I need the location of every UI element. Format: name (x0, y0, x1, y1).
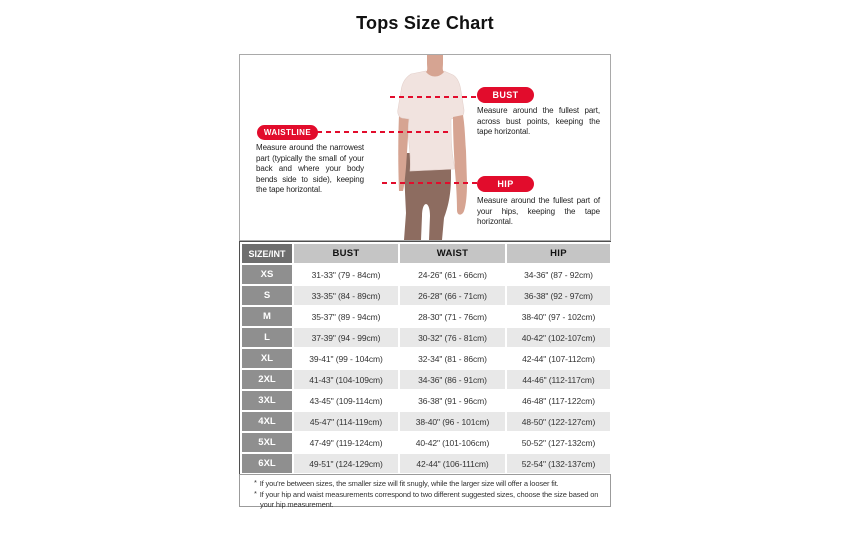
table-row (241, 327, 611, 348)
footnote (254, 478, 602, 489)
waistline-label-pill: WAISTLINE (257, 125, 318, 140)
bust-cell: 45-47" (114-119cm) (293, 411, 399, 432)
table-row (241, 264, 611, 285)
bust-cell: 39-41" (99 - 104cm) (293, 348, 399, 369)
hip-description: Measure around the fullest part of your hips, keeping the tape horizontal. (477, 196, 600, 226)
footnotes-box (239, 474, 611, 507)
bust-column-header: BUST (293, 243, 399, 264)
bust-cell: 33-35" (84 - 89cm) (293, 285, 399, 306)
table-row (241, 369, 611, 390)
waistline-description: Measure around the narrowest part (typically the small of your back and where your body bends side to side), keeping the tape horizontal. (256, 143, 364, 194)
size-cell: XS (241, 264, 293, 285)
table-row (241, 306, 611, 327)
hip-cell: 36-38" (92 - 97cm) (506, 285, 611, 306)
size-int-column-header: SIZE/INT (241, 243, 293, 264)
hip-cell: 46-48" (117-122cm) (506, 390, 611, 411)
model-illustration (397, 55, 473, 240)
hip-measure-line (382, 182, 478, 184)
size-cell: 5XL (241, 432, 293, 453)
hip-cell: 34-36" (87 - 92cm) (506, 264, 611, 285)
waist-measure-line (317, 131, 449, 133)
table-row (241, 348, 611, 369)
bust-cell: 35-37" (89 - 94cm) (293, 306, 399, 327)
hip-label-pill: HIP (477, 176, 534, 192)
bust-cell: 41-43" (104-109cm) (293, 369, 399, 390)
waist-cell: 24-26" (61 - 66cm) (399, 264, 506, 285)
table-row (241, 411, 611, 432)
footnote-marker: * (254, 489, 259, 498)
size-chart-sheet (239, 54, 611, 507)
size-cell: XL (241, 348, 293, 369)
table-header-row (241, 243, 611, 264)
waist-cell: 42-44" (106-111cm) (399, 453, 506, 474)
waist-cell: 36-38" (91 - 96cm) (399, 390, 506, 411)
size-cell: 3XL (241, 390, 293, 411)
waist-cell: 40-42" (101-106cm) (399, 432, 506, 453)
size-cell: 6XL (241, 453, 293, 474)
footnote-text: If you're between sizes, the smaller size will fit snugly, while the larger size will offer a looser fit. (259, 479, 559, 488)
size-cell: M (241, 306, 293, 327)
size-cell: 4XL (241, 411, 293, 432)
size-table (239, 241, 611, 476)
size-table-body (241, 264, 611, 474)
hip-cell: 44-46" (112-117cm) (506, 369, 611, 390)
bust-cell: 47-49" (119-124cm) (293, 432, 399, 453)
table-row (241, 285, 611, 306)
footnote-marker: * (254, 478, 259, 487)
hip-cell: 42-44" (107-112cm) (506, 348, 611, 369)
footnote (254, 489, 602, 510)
waist-cell: 30-32" (76 - 81cm) (399, 327, 506, 348)
footnote-text: If your hip and waist measurements correspond to two different suggested sizes, choose the size based on your hip measurement. (259, 490, 599, 509)
bust-cell: 31-33" (79 - 84cm) (293, 264, 399, 285)
bust-cell: 37-39" (94 - 99cm) (293, 327, 399, 348)
table-row (241, 453, 611, 474)
hip-cell: 38-40" (97 - 102cm) (506, 306, 611, 327)
waist-cell: 26-28" (66 - 71cm) (399, 285, 506, 306)
hip-cell: 40-42" (102-107cm) (506, 327, 611, 348)
hip-column-header: HIP (506, 243, 611, 264)
waist-cell: 38-40" (96 - 101cm) (399, 411, 506, 432)
size-cell: L (241, 327, 293, 348)
table-row (241, 390, 611, 411)
size-cell: S (241, 285, 293, 306)
bust-cell: 49-51" (124-129cm) (293, 453, 399, 474)
neck-shape (426, 55, 444, 77)
measurement-diagram (239, 54, 611, 241)
bust-measure-line (390, 96, 478, 98)
right-arm-shape (453, 115, 467, 215)
waist-column-header: WAIST (399, 243, 506, 264)
table-row (241, 432, 611, 453)
hip-cell: 48-50" (122-127cm) (506, 411, 611, 432)
bust-description: Measure around the fullest part, across bust points, keeping the tape horizontal. (477, 106, 600, 136)
bust-label-pill: BUST (477, 87, 534, 103)
waist-cell: 32-34" (81 - 86cm) (399, 348, 506, 369)
page-title: Tops Size Chart (356, 13, 494, 33)
waist-cell: 34-36" (86 - 91cm) (399, 369, 506, 390)
hip-cell: 52-54" (132-137cm) (506, 453, 611, 474)
waist-cell: 28-30" (71 - 76cm) (399, 306, 506, 327)
size-cell: 2XL (241, 369, 293, 390)
bust-cell: 43-45" (109-114cm) (293, 390, 399, 411)
hip-cell: 50-52" (127-132cm) (506, 432, 611, 453)
